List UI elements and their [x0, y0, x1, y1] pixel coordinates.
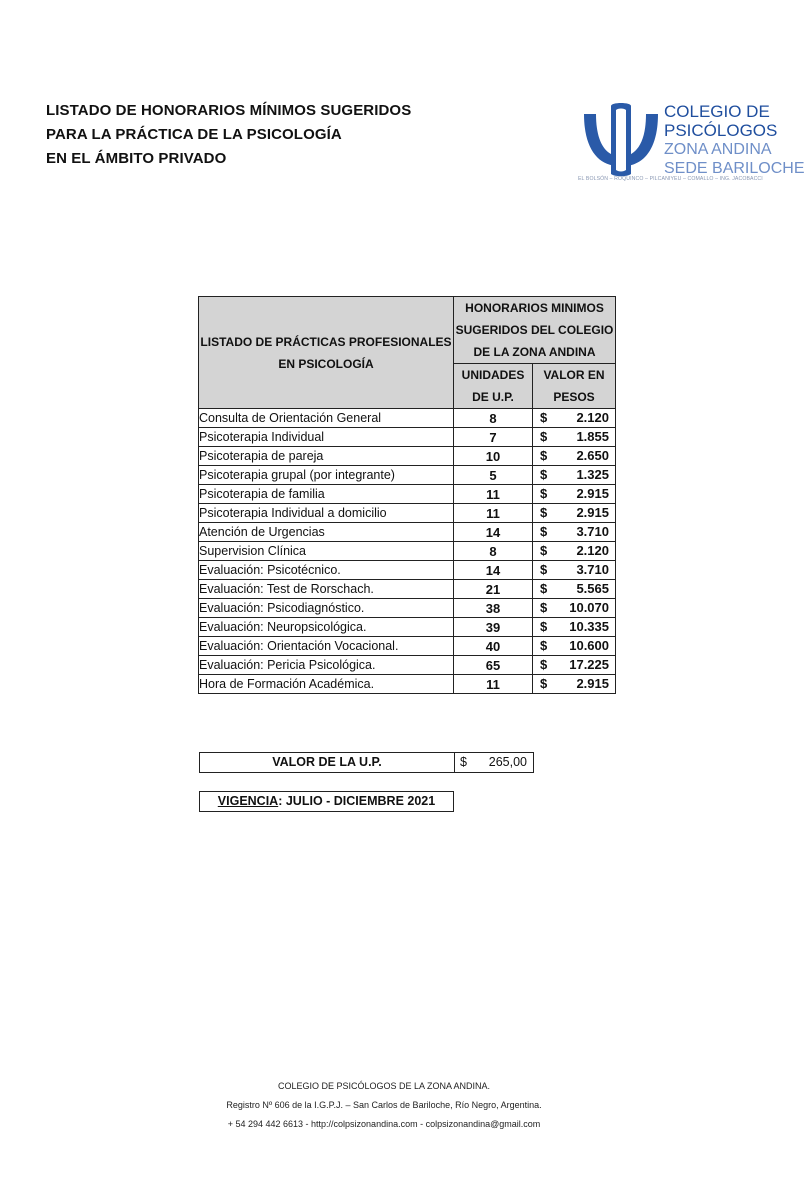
- practice-cell: Evaluación: Psicodiagnóstico.: [199, 599, 454, 618]
- price-amount: 3.710: [576, 524, 609, 539]
- footer-line-1: COLEGIO DE PSICÓLOGOS DE LA ZONA ANDINA.: [277, 1081, 491, 1091]
- currency-symbol: $: [540, 524, 548, 539]
- practices-header: LISTADO DE PRÁCTICAS PROFESIONALES EN PSICOLOGÍA: [199, 297, 454, 409]
- currency-symbol: $: [540, 657, 548, 672]
- price-cell: [533, 523, 616, 542]
- practice-cell: Evaluación: Neuropsicológica.: [199, 618, 454, 637]
- table-row: [199, 675, 616, 694]
- price-cell: [533, 466, 616, 485]
- practice-cell: Evaluación: Psicotécnico.: [199, 561, 454, 580]
- footer: [0, 1077, 768, 1134]
- vigencia-value: : JULIO - DICIEMBRE 2021: [278, 794, 436, 808]
- price-cell: [533, 409, 616, 428]
- practice-cell: Evaluación: Pericia Psicológica.: [199, 656, 454, 675]
- price-cell: [533, 580, 616, 599]
- table-row: [199, 637, 616, 656]
- price-amount: 1.855: [576, 429, 609, 444]
- practice-cell: Psicoterapia grupal (por integrante): [199, 466, 454, 485]
- practice-cell: Evaluación: Orientación Vocacional.: [199, 637, 454, 656]
- footer-line-2: Registro Nº 606 de la I.G.P.J. – San Carlos de Bariloche, Río Negro, Argentina.: [226, 1100, 542, 1110]
- practice-cell: Psicoterapia de pareja: [199, 447, 454, 466]
- value-header: VALOR EN PESOS: [533, 364, 616, 409]
- price-cell: [533, 675, 616, 694]
- price-amount: 2.915: [576, 486, 609, 501]
- units-cell: 21: [454, 580, 533, 599]
- units-cell: 7: [454, 428, 533, 447]
- units-cell: 14: [454, 561, 533, 580]
- units-cell: 65: [454, 656, 533, 675]
- price-cell: [533, 428, 616, 447]
- vigencia-box: [199, 791, 454, 812]
- price-cell: [533, 542, 616, 561]
- price-amount: 1.325: [576, 467, 609, 482]
- table-row: [199, 466, 616, 485]
- currency-symbol: $: [540, 600, 548, 615]
- price-cell: [533, 637, 616, 656]
- price-amount: 2.650: [576, 448, 609, 463]
- price-amount: 10.335: [569, 619, 609, 634]
- title-line-3: EN EL ÁMBITO PRIVADO: [46, 150, 227, 167]
- price-amount: 2.120: [576, 543, 609, 558]
- units-cell: 40: [454, 637, 533, 656]
- price-cell: [533, 504, 616, 523]
- footer-line-3: + 54 294 442 6613 - http://colpsizonandina.com - colpsizonandina@gmail.com: [227, 1119, 541, 1129]
- currency-symbol: $: [540, 467, 548, 482]
- vigencia-label: VIGENCIA: [217, 794, 279, 808]
- table-row: [199, 447, 616, 466]
- document-title: [46, 99, 466, 171]
- units-cell: 10: [454, 447, 533, 466]
- table-row: [199, 542, 616, 561]
- price-cell: [533, 599, 616, 618]
- currency-symbol: $: [540, 676, 548, 691]
- up-value: [453, 752, 534, 773]
- table-row: [199, 523, 616, 542]
- currency-symbol: $: [540, 638, 548, 653]
- units-cell: 38: [454, 599, 533, 618]
- units-header: UNIDADES DE U.P.: [454, 364, 533, 409]
- practice-cell: Consulta de Orientación General: [199, 409, 454, 428]
- currency-symbol: $: [540, 410, 548, 425]
- practice-cell: Psicoterapia Individual: [199, 428, 454, 447]
- currency-symbol: $: [540, 429, 548, 444]
- price-cell: [533, 485, 616, 504]
- currency-symbol: $: [540, 581, 548, 596]
- currency-symbol: $: [540, 505, 548, 520]
- up-currency: $: [460, 755, 467, 769]
- psi-logo-icon: [580, 100, 662, 176]
- currency-symbol: $: [540, 619, 548, 634]
- price-cell: [533, 561, 616, 580]
- price-amount: 10.070: [569, 600, 609, 615]
- price-amount: 3.710: [576, 562, 609, 577]
- table-row: [199, 428, 616, 447]
- fees-table: [198, 296, 616, 694]
- units-cell: 39: [454, 618, 533, 637]
- practice-cell: Supervision Clínica: [199, 542, 454, 561]
- price-amount: 10.600: [569, 638, 609, 653]
- table-row: [199, 580, 616, 599]
- logo-line-2: PSICÓLOGOS: [664, 121, 778, 140]
- practice-cell: Psicoterapia Individual a domicilio: [199, 504, 454, 523]
- price-cell: [533, 447, 616, 466]
- units-cell: 11: [454, 675, 533, 694]
- logo-line-3: ZONA ANDINA: [664, 141, 772, 158]
- table-row: [199, 599, 616, 618]
- price-amount: 5.565: [576, 581, 609, 596]
- title-line-2: PARA LA PRÁCTICA DE LA PSICOLOGÍA: [46, 126, 342, 143]
- price-cell: [533, 656, 616, 675]
- practice-cell: Hora de Formación Académica.: [199, 675, 454, 694]
- price-amount: 2.915: [576, 676, 609, 691]
- price-amount: 2.915: [576, 505, 609, 520]
- fees-header: HONORARIOS MINIMOS SUGERIDOS DEL COLEGIO DE LA ZONA ANDINA: [454, 297, 616, 364]
- price-amount: 2.120: [576, 410, 609, 425]
- price-amount: 17.225: [569, 657, 609, 672]
- title-line-1: LISTADO DE HONORARIOS MÍNIMOS SUGERIDOS: [46, 102, 412, 119]
- logo-line-1: COLEGIO DE: [664, 102, 770, 121]
- table-row: [199, 656, 616, 675]
- practice-cell: Psicoterapia de familia: [199, 485, 454, 504]
- table-row: [199, 618, 616, 637]
- currency-symbol: $: [540, 543, 548, 558]
- up-label: VALOR DE LA U.P.: [199, 752, 455, 773]
- currency-symbol: $: [540, 562, 548, 577]
- currency-symbol: $: [540, 448, 548, 463]
- table-row: [199, 504, 616, 523]
- logo-line-4: SEDE BARILOCHE: [664, 160, 804, 177]
- college-logo: [578, 96, 804, 191]
- logo-wordmark: [664, 102, 804, 178]
- table-row: [199, 485, 616, 504]
- table-row: [199, 561, 616, 580]
- units-cell: 5: [454, 466, 533, 485]
- table-row: [199, 409, 616, 428]
- practice-cell: Evaluación: Test de Rorschach.: [199, 580, 454, 599]
- units-cell: 11: [454, 485, 533, 504]
- units-cell: 8: [454, 409, 533, 428]
- units-cell: 11: [454, 504, 533, 523]
- currency-symbol: $: [540, 486, 548, 501]
- units-cell: 14: [454, 523, 533, 542]
- price-cell: [533, 618, 616, 637]
- up-amount: 265,00: [488, 755, 527, 769]
- practice-cell: Atención de Urgencias: [199, 523, 454, 542]
- logo-localities: EL BOLSÓN – ROQUINCO – PILCANIYEU – COMALLO – ING. JACOBACCI: [578, 176, 763, 182]
- units-cell: 8: [454, 542, 533, 561]
